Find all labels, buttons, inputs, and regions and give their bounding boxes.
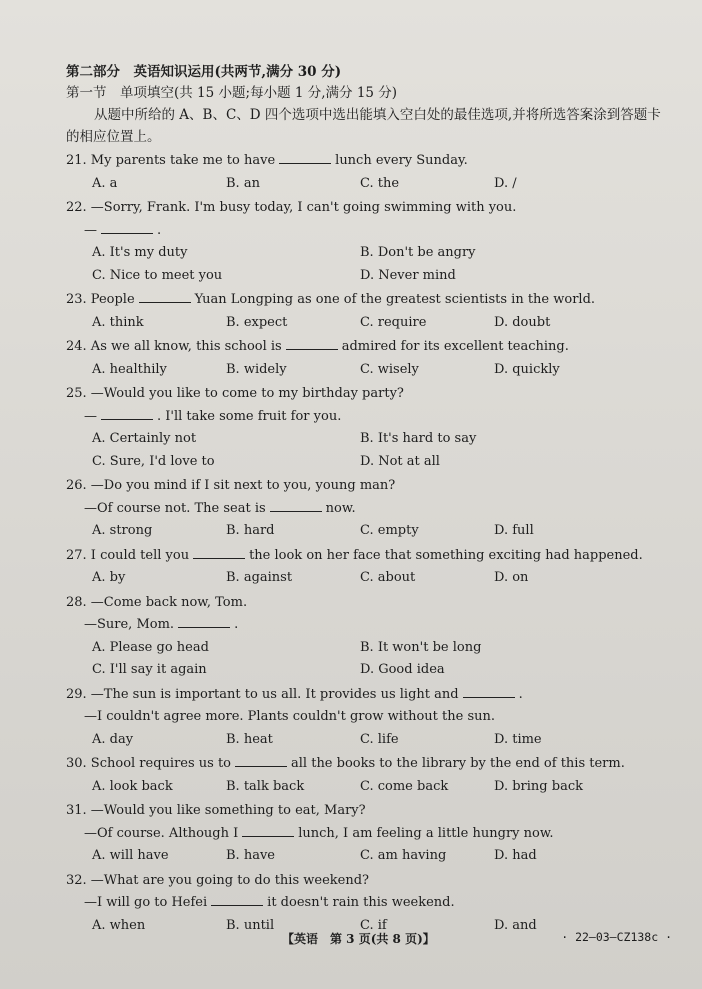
question-text: 27. I could tell you [66,547,190,563]
question-text-after-blank: it doesn't rain this weekend. [267,895,455,910]
question-text-after-blank: now. [325,500,356,516]
question-text: —I will go to Hefei [84,895,208,910]
answer-blank [242,824,294,837]
option-a: A. day [92,731,134,747]
question-text: —Of course not. The seat is [84,500,266,516]
question-text: 31. —Would you like something to eat, Mary? [66,803,366,818]
question-stem [66,684,672,707]
question-item [66,753,672,798]
footer-page-label: 【英语 第 3 页(共 8 页)】 [282,932,435,946]
question-item [66,383,672,473]
question-text: 24. As we all know, this school is [66,339,282,354]
option-c: C. about [360,570,416,585]
option-b: B. It won't be long [360,639,482,655]
question-stem [66,197,672,220]
question-reply-line [66,892,672,915]
question-text-after-blank: Yuan Longping as one of the greatest scientists in the world. [194,292,596,307]
question-stem [66,336,672,359]
option-d: D. full [494,523,534,538]
option-b: B. talk back [226,778,305,794]
options-row [66,520,672,543]
question-text: 29. —The sun is important to us all. It provides us light and [66,686,459,702]
question-text-after-blank: . [518,686,523,702]
question-text: 30. School requires us to [66,756,232,771]
option-b: B. hard [226,523,275,538]
question-reply-line [66,614,672,637]
answer-blank [286,337,338,350]
option-c: C. wisely [360,361,419,377]
option-b: B. against [226,570,293,585]
option-d: D. and [494,917,537,933]
option-a: A. think [92,314,144,330]
option-c: C. am having [360,848,447,863]
question-stem [66,592,672,615]
question-text-after-blank: lunch, I am feeling a little hungry now. [298,825,554,841]
answer-blank [211,893,263,906]
question-reply-line [66,823,672,846]
question-text: —Sure, Mom. [84,617,175,632]
option-c: C. Nice to meet you [92,267,223,283]
answer-blank [101,221,153,234]
question-item [66,336,672,381]
options-row [66,659,672,682]
question-item [66,545,672,590]
option-a: A. a [92,175,118,191]
option-a: A. when [92,917,146,933]
question-list [66,150,672,937]
options-row [66,451,672,474]
options-row [66,265,672,288]
option-c: C. require [360,314,427,330]
answer-blank [235,754,287,767]
question-item [66,800,672,868]
question-reply-line [66,406,672,429]
option-b: B. until [226,917,275,933]
option-a: A. Please go head [92,639,209,655]
question-text-after-blank: . I'll take some fruit for you. [157,408,342,424]
question-text: —I couldn't agree more. Plants couldn't grow without the sun. [84,709,496,724]
page-footer [0,930,702,952]
question-item [66,475,672,543]
question-item [66,289,672,334]
answer-blank [139,290,191,303]
options-row [66,845,672,868]
question-text: 32. —What are you going to do this weekend? [66,872,370,888]
question-stem [66,383,672,406]
question-stem [66,475,672,498]
option-a: A. strong [92,523,153,538]
question-item [66,150,672,195]
question-text: 21. My parents take me to have [66,153,276,168]
question-text: 28. —Come back now, Tom. [66,594,248,610]
option-d: D. on [494,570,529,585]
answer-blank [279,151,331,164]
footer-code: · 22—03—CZ138c · [561,930,672,944]
options-row [66,637,672,660]
option-a: A. will have [92,848,169,863]
question-text-after-blank: . [157,222,162,238]
option-d: D. time [494,731,542,747]
question-text-after-blank: . [234,617,239,632]
option-b: B. Don't be angry [360,245,476,260]
options-row [66,173,672,196]
option-a: A. healthily [92,361,167,377]
option-c: C. come back [360,778,449,794]
options-row [66,242,672,265]
instructions: 从题中所给的 A、B、C、D 四个选项中选出能填入空白处的最佳选项,并将所选答案涂到答题卡的相应位置上。 [66,107,661,145]
question-stem [66,289,672,312]
options-row [66,567,672,590]
option-a: A. by [92,570,126,585]
option-b: B. expect [226,314,288,330]
option-b: B. It's hard to say [360,431,477,446]
option-d: D. Never mind [360,267,456,283]
question-text: 22. —Sorry, Frank. I'm busy today, I can't going swimming with you. [66,200,517,215]
option-d: D. doubt [494,314,551,330]
option-c: C. if [360,917,387,933]
question-text-after-blank: admired for its excellent teaching. [341,339,569,354]
option-b: B. heat [226,731,273,747]
option-c: C. Sure, I'd love to [92,453,215,469]
question-text-after-blank: lunch every Sunday. [335,153,468,168]
option-c: C. I'll say it again [92,662,207,677]
option-a: A. Certainly not [92,431,197,446]
option-b: B. an [226,175,260,191]
option-a: A. look back [92,778,173,794]
options-row [66,776,672,799]
question-item [66,684,672,752]
question-item [66,592,672,682]
options-row [66,312,672,335]
question-reply-line [66,220,672,243]
question-text-after-blank: the look on her face that something exciting had happened. [249,547,643,563]
question-item [66,870,672,938]
option-b: B. have [226,848,275,863]
question-stem [66,800,672,823]
question-stem [66,545,672,568]
option-b: B. widely [226,361,287,377]
part-title: 第二部分 英语知识运用(共两节,满分 30 分) [66,64,342,80]
answer-blank [463,685,515,698]
option-d: D. quickly [494,361,560,377]
answer-blank [178,615,230,628]
options-row [66,359,672,382]
question-stem [66,870,672,893]
options-row [66,428,672,451]
answer-blank [193,546,245,559]
question-text: — [84,222,97,238]
option-d: D. / [494,175,517,191]
answer-blank [270,499,322,512]
question-text: —Of course. Although I [84,825,239,841]
section-title: 第一节 单项填空(共 15 小题;每小题 1 分,满分 15 分) [66,85,398,101]
question-text: 23. People [66,292,135,307]
option-c: C. empty [360,523,419,538]
option-a: A. It's my duty [92,245,188,260]
answer-blank [101,407,153,420]
question-text: 26. —Do you mind if I sit next to you, young man? [66,478,396,493]
option-c: C. the [360,175,400,191]
question-text: 25. —Would you like to come to my birthday party? [66,386,404,401]
question-stem [66,150,672,173]
question-stem [66,753,672,776]
question-item [66,197,672,287]
question-text: — [84,408,97,424]
option-d: D. bring back [494,778,583,794]
question-reply-line [66,706,672,729]
question-text-after-blank: all the books to the library by the end of this term. [291,756,625,771]
option-d: D. had [494,848,537,863]
question-reply-line [66,498,672,521]
options-row [66,729,672,752]
option-d: D. Good idea [360,662,445,677]
option-c: C. life [360,731,399,747]
option-d: D. Not at all [360,453,440,469]
